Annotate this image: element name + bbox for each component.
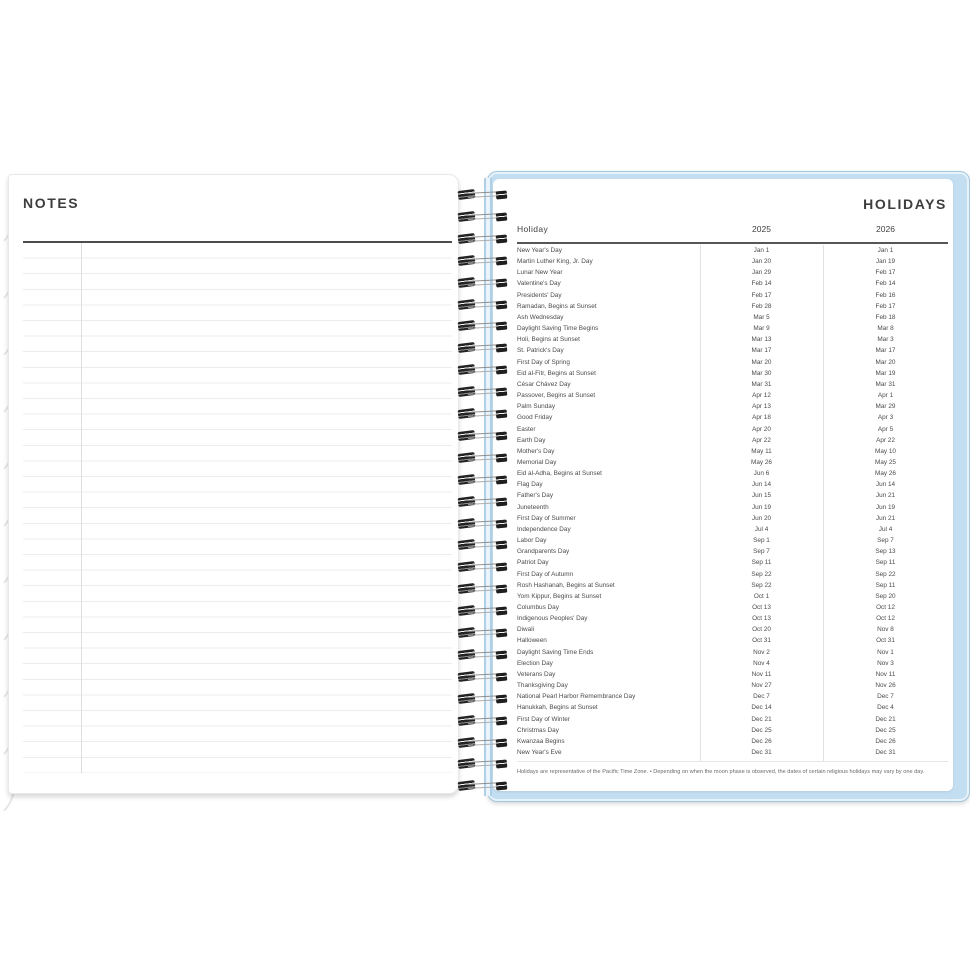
- table-row: [493, 736, 953, 747]
- date-2026-cell: Sep 20: [875, 592, 896, 600]
- date-2026-cell: Mar 20: [875, 358, 896, 366]
- column-header-2025: 2025: [752, 224, 771, 234]
- holiday-name-cell: Good Friday: [517, 414, 553, 422]
- date-2025-cell: Mar 31: [751, 380, 772, 388]
- coil-left-wire: [458, 277, 476, 288]
- coil-right-wire: [496, 607, 508, 616]
- coil-left-wire: [458, 474, 476, 485]
- date-2025-cell: Jun 6: [753, 470, 770, 478]
- holiday-name-cell: Passover, Begins at Sunset: [517, 392, 596, 400]
- table-row: [493, 680, 953, 691]
- date-2025-cell: Mar 30: [751, 369, 772, 377]
- column-divider-1: [700, 245, 701, 761]
- table-row: [493, 546, 953, 557]
- date-2026-cell: Jun 21: [875, 514, 896, 522]
- date-2026-cell: Sep 11: [875, 581, 896, 589]
- table-row: [493, 502, 953, 513]
- holiday-name-cell: Election Day: [517, 659, 553, 667]
- binding-coil: [456, 233, 510, 245]
- spiral-binding: [456, 174, 510, 794]
- coil-right-wire: [496, 672, 508, 681]
- coil-right-wire: [496, 760, 508, 769]
- column-divider-2: [823, 245, 824, 761]
- date-2025-cell: Apr 13: [752, 403, 771, 411]
- holiday-name-cell: New Year's Eve: [517, 749, 562, 757]
- date-2025-cell: Feb 14: [751, 280, 772, 288]
- coil-left-wire: [458, 517, 476, 528]
- table-row: [493, 535, 953, 546]
- table-row: [493, 267, 953, 278]
- coil-left-wire: [458, 561, 476, 572]
- holiday-name-cell: César Chávez Day: [517, 380, 571, 388]
- date-2025-cell: Oct 1: [753, 592, 770, 600]
- holiday-rows: [493, 245, 953, 758]
- date-2025-cell: Dec 14: [751, 704, 772, 712]
- date-2025-cell: Jun 19: [751, 503, 772, 511]
- table-row: [493, 446, 953, 457]
- coil-left-wire: [458, 298, 476, 309]
- holiday-name-cell: St. Patrick's Day: [517, 347, 564, 355]
- date-2025-cell: Sep 22: [751, 570, 772, 578]
- table-row: [493, 624, 953, 635]
- table-row: [493, 357, 953, 368]
- date-2026-cell: Oct 12: [876, 604, 895, 611]
- holiday-name-cell: Juneteenth: [517, 503, 549, 511]
- date-2025-cell: Feb 28: [751, 302, 772, 310]
- coil-left-wire: [458, 649, 476, 660]
- date-2026-cell: Oct 12: [876, 615, 895, 623]
- holiday-name-cell: Daylight Saving Time Begins: [517, 325, 599, 333]
- date-2026-cell: Mar 17: [875, 347, 896, 355]
- table-row: [493, 301, 953, 312]
- coil-right-wire: [496, 431, 508, 440]
- table-row: [493, 412, 953, 423]
- coil-left-wire: [458, 715, 476, 726]
- date-2025-cell: Sep 22: [751, 581, 772, 589]
- holiday-name-cell: Palm Sunday: [517, 403, 556, 411]
- coil-left-wire: [458, 211, 476, 222]
- date-2025-cell: Mar 17: [751, 347, 772, 355]
- holiday-name-cell: Rosh Hashanah, Begins at Sunset: [517, 581, 615, 589]
- coil-right-wire: [496, 388, 508, 397]
- date-2026-cell: Feb 14: [875, 280, 896, 288]
- holiday-name-cell: Valentine's Day: [517, 280, 561, 288]
- date-2025-cell: Jun 20: [751, 514, 772, 522]
- table-row: [493, 334, 953, 345]
- date-2026-cell: Jan 1: [877, 247, 894, 254]
- holiday-name-cell: National Pearl Harbor Remembrance Day: [517, 693, 636, 701]
- holiday-name-cell: Memorial Day: [517, 458, 557, 466]
- holiday-name-cell: Veterans Day: [517, 670, 556, 678]
- holiday-name-cell: Eid al-Fitr, Begins at Sunset: [517, 369, 596, 377]
- table-row: [493, 591, 953, 602]
- date-2025-cell: Jan 20: [751, 258, 772, 266]
- date-2026-cell: Mar 19: [875, 369, 896, 377]
- coil-right-wire: [496, 782, 508, 791]
- date-2025-cell: Dec 31: [751, 749, 772, 757]
- date-2025-cell: Sep 7: [753, 548, 770, 556]
- binding-coil: [456, 342, 510, 354]
- date-2025-cell: Mar 20: [751, 358, 772, 366]
- coil-right-wire: [496, 278, 508, 287]
- holiday-name-cell: Presidents' Day: [517, 291, 562, 299]
- date-2026-cell: Feb 17: [875, 269, 896, 277]
- coil-left-wire: [458, 693, 476, 704]
- date-2025-cell: Nov 2: [753, 648, 770, 656]
- date-2025-cell: Nov 4: [753, 659, 770, 667]
- date-2026-cell: Sep 11: [875, 559, 896, 567]
- binding-coil: [456, 452, 510, 464]
- coil-right-wire: [496, 256, 508, 265]
- table-row: [493, 702, 953, 713]
- coil-left-wire: [458, 605, 476, 616]
- binding-coil: [456, 737, 510, 749]
- binding-coil: [456, 211, 510, 223]
- date-2026-cell: Nov 26: [875, 682, 896, 690]
- coil-left-wire: [458, 386, 476, 397]
- binding-coil: [456, 627, 510, 639]
- date-2026-cell: Sep 13: [875, 548, 896, 556]
- coil-right-wire: [496, 191, 508, 200]
- binding-coil: [456, 474, 510, 486]
- binding-coil: [456, 671, 510, 683]
- binding-coil: [456, 539, 510, 551]
- coil-left-wire: [458, 342, 476, 353]
- table-row: [493, 435, 953, 446]
- holiday-name-cell: Indigenous Peoples' Day: [517, 615, 588, 623]
- coil-left-wire: [458, 496, 476, 507]
- table-header-rule: [517, 242, 948, 244]
- binding-coil: [456, 561, 510, 573]
- holiday-name-cell: Kwanzaa Begins: [517, 737, 565, 745]
- date-2025-cell: Nov 27: [751, 682, 772, 690]
- table-row: [493, 513, 953, 524]
- holiday-name-cell: First Day of Summer: [517, 514, 576, 522]
- coil-right-wire: [496, 322, 508, 331]
- table-row: [493, 479, 953, 490]
- date-2025-cell: Jul 4: [754, 525, 769, 533]
- holiday-name-cell: Easter: [517, 425, 536, 433]
- coil-left-wire: [458, 627, 476, 638]
- date-2026-cell: Dec 25: [875, 726, 896, 734]
- holiday-name-cell: Lunar New Year: [517, 269, 563, 277]
- binding-coil: [456, 277, 510, 289]
- date-2026-cell: Apr 3: [877, 414, 894, 422]
- holidays-table-header: [493, 224, 953, 238]
- date-2025-cell: Dec 7: [753, 693, 770, 701]
- date-2026-cell: Mar 8: [877, 325, 894, 333]
- binding-coil: [456, 299, 510, 311]
- holiday-name-cell: First Day of Spring: [517, 358, 570, 366]
- binding-coil: [456, 496, 510, 508]
- coil-left-wire: [458, 364, 476, 375]
- date-2025-cell: Sep 1: [753, 537, 770, 545]
- date-2025-cell: Jun 14: [751, 481, 772, 489]
- coil-left-wire: [458, 758, 476, 769]
- table-row: [493, 602, 953, 613]
- coil-left-wire: [458, 780, 476, 791]
- coil-right-wire: [496, 585, 508, 594]
- coil-right-wire: [496, 344, 508, 353]
- holiday-name-cell: Labor Day: [517, 537, 547, 545]
- binding-coil: [456, 693, 510, 705]
- coil-right-wire: [496, 453, 508, 462]
- date-2025-cell: Apr 12: [752, 392, 771, 400]
- coil-left-wire: [458, 189, 476, 200]
- date-2026-cell: Nov 3: [877, 659, 894, 667]
- notes-margin-line: [81, 243, 82, 773]
- date-2026-cell: Apr 5: [877, 425, 894, 433]
- date-2026-cell: Nov 8: [877, 626, 894, 634]
- binding-coil: [456, 583, 510, 595]
- table-row: [493, 635, 953, 646]
- table-row: [493, 368, 953, 379]
- holiday-name-cell: Mother's Day: [517, 447, 555, 455]
- holiday-name-cell: Diwali: [517, 626, 535, 634]
- coil-left-wire: [458, 430, 476, 441]
- table-row: [493, 345, 953, 356]
- table-row: [493, 669, 953, 680]
- date-2026-cell: Apr 1: [877, 392, 894, 400]
- coil-right-wire: [496, 234, 508, 243]
- date-2025-cell: Feb 17: [751, 291, 772, 299]
- date-2025-cell: Nov 11: [751, 670, 772, 678]
- coil-left-wire: [458, 255, 476, 266]
- coil-right-wire: [496, 410, 508, 419]
- binding-coil: [456, 430, 510, 442]
- coil-left-wire: [458, 736, 476, 747]
- holiday-name-cell: Father's Day: [517, 492, 554, 500]
- date-2025-cell: Apr 18: [752, 414, 771, 422]
- date-2026-cell: Oct 31: [876, 637, 895, 645]
- coil-right-wire: [496, 519, 508, 528]
- coil-right-wire: [496, 212, 508, 221]
- table-row: [493, 747, 953, 758]
- table-row: [493, 390, 953, 401]
- holiday-name-cell: Ash Wednesday: [517, 313, 564, 321]
- date-2026-cell: Dec 7: [877, 693, 894, 701]
- binding-coil: [456, 189, 510, 201]
- date-2026-cell: Mar 3: [877, 336, 894, 344]
- date-2026-cell: Mar 31: [875, 380, 896, 388]
- table-row: [493, 424, 953, 435]
- table-row: [493, 524, 953, 535]
- holiday-name-cell: Independence Day: [517, 525, 571, 533]
- holiday-name-cell: Halloween: [517, 637, 547, 645]
- coil-right-wire: [496, 366, 508, 375]
- date-2025-cell: Jan 29: [751, 269, 772, 277]
- binding-coil: [456, 408, 510, 420]
- holidays-page-title: HOLIDAYS: [863, 196, 947, 212]
- coil-left-wire: [458, 233, 476, 244]
- coil-right-wire: [496, 541, 508, 550]
- date-2026-cell: Dec 31: [875, 749, 896, 757]
- date-2026-cell: Nov 1: [877, 648, 894, 656]
- date-2026-cell: May 25: [875, 458, 896, 466]
- holiday-name-cell: Grandparents Day: [517, 548, 570, 556]
- coil-left-wire: [458, 539, 476, 550]
- table-row: [493, 312, 953, 323]
- holiday-name-cell: Ramadan, Begins at Sunset: [517, 302, 597, 310]
- date-2025-cell: Dec 25: [751, 726, 772, 734]
- date-2025-cell: Dec 26: [751, 737, 772, 745]
- date-2025-cell: Mar 9: [753, 325, 770, 333]
- date-2026-cell: Jun 14: [875, 481, 896, 489]
- table-row: [493, 714, 953, 725]
- date-2025-cell: Oct 13: [752, 604, 771, 611]
- date-2025-cell: Apr 20: [752, 425, 771, 433]
- coil-right-wire: [496, 738, 508, 747]
- date-2026-cell: Feb 16: [875, 291, 896, 299]
- coil-right-wire: [496, 497, 508, 506]
- coil-right-wire: [496, 300, 508, 309]
- table-row: [493, 290, 953, 301]
- date-2025-cell: Oct 20: [752, 626, 771, 634]
- date-2025-cell: Jun 15: [751, 492, 772, 500]
- date-2025-cell: Mar 13: [751, 336, 772, 344]
- date-2026-cell: Jun 19: [875, 503, 896, 511]
- binding-coil: [456, 386, 510, 398]
- holiday-name-cell: Martin Luther King, Jr. Day: [517, 258, 593, 266]
- table-row: [493, 245, 953, 256]
- date-2026-cell: Dec 4: [877, 704, 894, 712]
- holiday-name-cell: Flag Day: [517, 481, 543, 489]
- table-bottom-rule: [517, 761, 948, 762]
- table-row: [493, 468, 953, 479]
- binding-coil: [456, 605, 510, 617]
- holiday-name-cell: New Year's Day: [517, 247, 562, 254]
- column-header-2026: 2026: [876, 224, 895, 234]
- coil-left-wire: [458, 408, 476, 419]
- table-row: [493, 580, 953, 591]
- holiday-name-cell: Thanksgiving Day: [517, 682, 568, 690]
- holiday-name-cell: Columbus Day: [517, 604, 559, 611]
- date-2026-cell: May 26: [875, 470, 896, 478]
- holiday-name-cell: Daylight Saving Time Ends: [517, 648, 594, 656]
- table-row: [493, 691, 953, 702]
- table-row: [493, 457, 953, 468]
- binding-coil: [456, 364, 510, 376]
- date-2026-cell: Feb 17: [875, 302, 896, 310]
- date-2026-cell: Jan 19: [875, 258, 896, 266]
- coil-right-wire: [496, 629, 508, 638]
- binding-coil: [456, 518, 510, 530]
- date-2025-cell: Mar 5: [753, 313, 770, 321]
- date-2025-cell: Oct 31: [752, 637, 771, 645]
- holiday-name-cell: Eid al-Adha, Begins at Sunset: [517, 470, 602, 478]
- date-2026-cell: Feb 18: [875, 313, 896, 321]
- holiday-name-cell: First Day of Winter: [517, 715, 570, 723]
- table-row: [493, 613, 953, 624]
- binding-coil: [456, 758, 510, 770]
- notes-ruled-lines: [23, 243, 452, 773]
- holiday-name-cell: Earth Day: [517, 436, 546, 444]
- coil-left-wire: [458, 452, 476, 463]
- holidays-footnote: Holidays are representative of the Pacific Time Zone. • Depending on when the moon phase is observed, the dates of certain religious holidays may vary by one day.: [517, 769, 925, 775]
- table-row: [493, 569, 953, 580]
- date-2026-cell: Sep 7: [877, 537, 894, 545]
- date-2025-cell: Jan 1: [753, 247, 770, 254]
- date-2026-cell: Jun 21: [875, 492, 896, 500]
- binding-coil: [456, 320, 510, 332]
- date-2026-cell: Sep 22: [875, 570, 896, 578]
- table-row: [493, 557, 953, 568]
- date-2025-cell: May 11: [751, 447, 772, 455]
- table-row: [493, 647, 953, 658]
- table-row: [493, 256, 953, 267]
- date-2026-cell: Apr 22: [876, 436, 895, 444]
- date-2025-cell: Apr 22: [752, 436, 771, 444]
- coil-left-wire: [458, 583, 476, 594]
- coil-right-wire: [496, 694, 508, 703]
- binding-coil: [456, 715, 510, 727]
- column-header-holiday: Holiday: [517, 224, 549, 234]
- date-2026-cell: Dec 26: [875, 737, 896, 745]
- table-row: [493, 725, 953, 736]
- table-row: [493, 401, 953, 412]
- table-row: [493, 658, 953, 669]
- date-2025-cell: May 26: [751, 458, 772, 466]
- date-2026-cell: Jul 4: [878, 525, 893, 533]
- table-row: [493, 323, 953, 334]
- date-2026-cell: Nov 11: [875, 670, 896, 678]
- coil-right-wire: [496, 563, 508, 572]
- coil-left-wire: [458, 671, 476, 682]
- date-2026-cell: May 10: [875, 447, 896, 455]
- holidays-page: [493, 179, 953, 791]
- notes-page: [8, 174, 459, 794]
- binding-coil: [456, 780, 510, 792]
- coil-right-wire: [496, 475, 508, 484]
- date-2025-cell: Sep 11: [751, 559, 772, 567]
- binding-coil: [456, 649, 510, 661]
- holiday-name-cell: Christmas Day: [517, 726, 559, 734]
- holiday-name-cell: First Day of Autumn: [517, 570, 574, 578]
- date-2026-cell: Dec 21: [875, 715, 896, 723]
- coil-right-wire: [496, 716, 508, 725]
- table-row: [493, 490, 953, 501]
- holiday-name-cell: Hanukkah, Begins at Sunset: [517, 704, 598, 712]
- table-row: [493, 278, 953, 289]
- holiday-name-cell: Holi, Begins at Sunset: [517, 336, 580, 344]
- binding-coil: [456, 255, 510, 267]
- table-row: [493, 379, 953, 390]
- coil-left-wire: [458, 320, 476, 331]
- date-2025-cell: Dec 21: [751, 715, 772, 723]
- coil-right-wire: [496, 650, 508, 659]
- holiday-name-cell: Patriot Day: [517, 559, 549, 567]
- date-2026-cell: Mar 29: [875, 403, 896, 411]
- holiday-name-cell: Yom Kippur, Begins at Sunset: [517, 592, 602, 600]
- date-2025-cell: Oct 13: [752, 615, 771, 623]
- notes-page-title: NOTES: [23, 195, 80, 211]
